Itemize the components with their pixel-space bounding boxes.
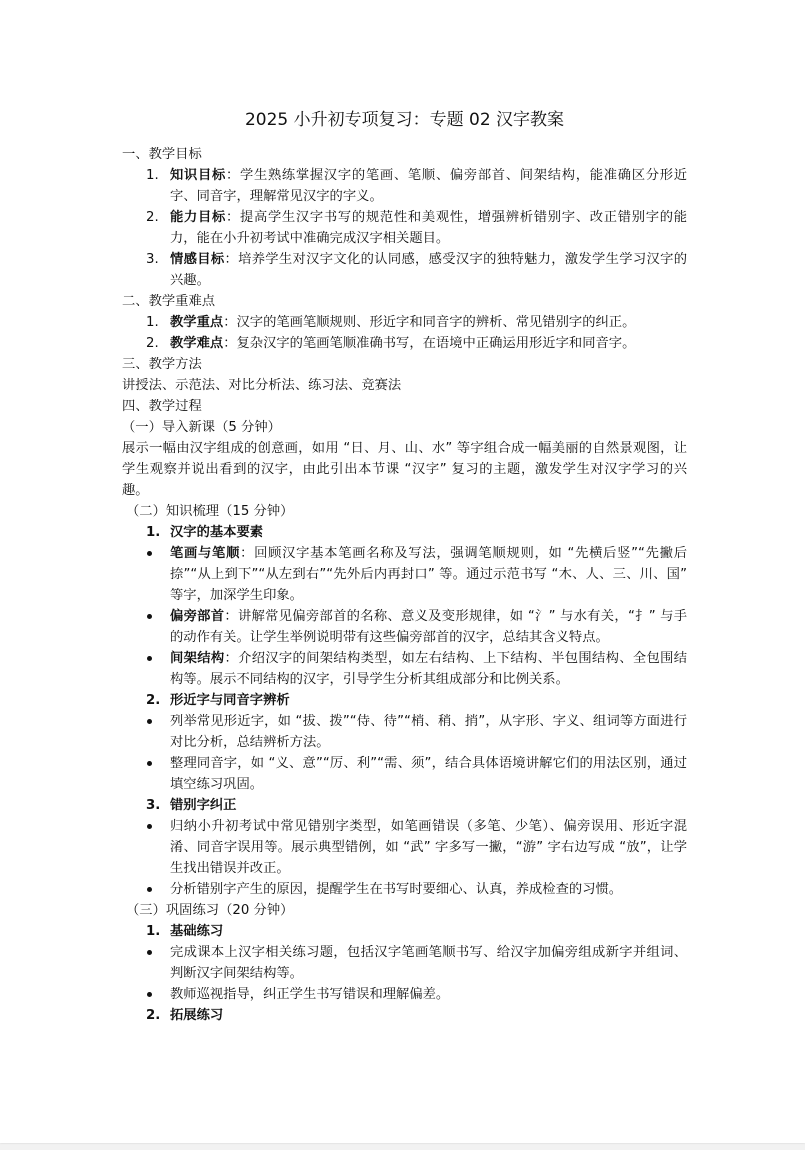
topic-heading	[122, 1005, 687, 1026]
item-label: 教学重点	[170, 315, 224, 330]
bullet-item	[122, 984, 687, 1005]
item-text: 分析错别字产生的原因，提醒学生在书写时要细心、认真，养成检查的习惯。	[170, 882, 623, 897]
bullet-item	[122, 753, 687, 795]
section-heading-process: 四、教学过程	[122, 399, 202, 414]
bullet-item	[122, 648, 687, 690]
item-text: 教师巡视指导，纠正学生书写错误和理解偏差。	[170, 987, 450, 1002]
list-item	[122, 165, 687, 207]
bullet-icon	[147, 992, 152, 997]
topic-heading	[122, 921, 687, 942]
item-text: ：回顾汉字基本笔画名称及写法，强调笔顺规则，如 “先横后竖”“先撇后捺”“从上到下”“从左到右”“先外后内再封口” 等。通过示范书写 “木、人、三、川、国” 等字，加深学生印象。	[170, 546, 687, 603]
bullet-icon	[147, 719, 152, 724]
item-label: 知识目标	[170, 168, 226, 183]
topic-number: 2.	[146, 693, 161, 708]
item-text: ：培养学生对汉字文化的认同感，感受汉字的独特魅力，激发学生学习汉字的兴趣。	[170, 252, 688, 288]
list-number: 2.	[146, 336, 159, 351]
topic-heading	[122, 690, 687, 711]
item-text: 完成课本上汉字相关练习题，包括汉字笔画笔顺书写、给汉字加偏旁组成新字并组词、判断汉字间架结构等。	[170, 945, 687, 981]
bullet-icon	[147, 614, 152, 619]
section-heading-methods: 三、教学方法	[122, 357, 202, 372]
topic-heading	[122, 795, 687, 816]
list-item	[122, 333, 687, 354]
list-item	[122, 312, 687, 333]
item-text: 整理同音字，如 “义、意”“厉、利”“需、须”，结合具体语境讲解它们的用法区别，通过填空练习巩固。	[170, 756, 687, 792]
item-text: 归纳小升初考试中常见错别字类型，如笔画错误（多笔、少笔）、偏旁误用、形近字混淆、同音字误用等。展示典型错例，如 “武” 字多写一撇，“游” 字右边写成 “放”，让学生找出错误并改正。	[170, 819, 687, 876]
item-label: 教学难点	[170, 336, 224, 351]
item-text: ：复杂汉字的笔画笔顺准确书写，在语境中正确运用形近字和同音字。	[223, 336, 636, 351]
topic-number: 1.	[146, 525, 161, 540]
document-title: 2025 小升初专项复习：专题 02 汉字教案	[244, 110, 565, 130]
subsection-heading-intro: （一）导入新课（5 分钟）	[122, 420, 281, 435]
topic-heading	[122, 522, 687, 543]
topic-number: 3.	[146, 798, 161, 813]
topic-title: 基础练习	[170, 924, 224, 939]
item-label: 情感目标	[170, 252, 225, 267]
item-text: ：提高学生汉字书写的规范性和美观性，增强辨析错别字、改正错别字的能力，能在小升初考试中准确完成汉字相关题目。	[170, 210, 688, 246]
section-heading-key-points: 二、教学重难点	[122, 294, 216, 309]
topic-title: 拓展练习	[170, 1008, 224, 1023]
item-text: ：讲解常见偏旁部首的名称、意义及变形规律，如 “氵” 与水有关，“扌” 与手的动作有关。让学生举例说明带有这些偏旁部首的汉字，总结其含义特点。	[170, 609, 688, 645]
bullet-icon	[147, 656, 152, 661]
item-label: 笔画与笔顺	[170, 546, 241, 561]
document-body	[122, 108, 687, 1026]
item-text: ：学生熟练掌握汉字的笔画、笔顺、偏旁部首、间架结构，能准确区分形近字、同音字，理解常见汉字的字义。	[170, 168, 688, 204]
bullet-icon	[147, 950, 152, 955]
list-number: 3.	[146, 252, 159, 267]
bullet-item	[122, 711, 687, 753]
methods-text: 讲授法、示范法、对比分析法、练习法、竞赛法	[122, 378, 402, 393]
bullet-item	[122, 816, 687, 879]
item-label: 偏旁部首	[170, 609, 225, 624]
subsection-heading-practice: （三）巩固练习（20 分钟）	[126, 903, 294, 918]
topic-title: 汉字的基本要素	[170, 525, 264, 540]
list-item	[122, 207, 687, 249]
bullet-icon	[147, 551, 152, 556]
item-text: ：汉字的笔画笔顺规则、形近字和同音字的辨析、常见错别字的纠正。	[223, 315, 636, 330]
list-item	[122, 249, 687, 291]
bullet-item	[122, 606, 687, 648]
bullet-icon	[147, 887, 152, 892]
item-text: ：介绍汉字的间架结构类型，如左右结构、上下结构、半包围结构、全包围结构等。展示不同结构的汉字，引导学生分析其组成部分和比例关系。	[170, 651, 688, 687]
item-label: 间架结构	[170, 651, 225, 666]
topic-title: 错别字纠正	[170, 798, 237, 813]
topic-number: 2.	[146, 1008, 161, 1023]
item-label: 能力目标	[170, 210, 226, 225]
bullet-item	[122, 879, 687, 900]
bullet-item	[122, 942, 687, 984]
list-number: 2.	[146, 210, 159, 225]
item-text: 列举常见形近字，如 “拔、拨”“侍、待”“梢、稍、捎”，从字形、字义、组词等方面进行对比分析，总结辨析方法。	[170, 714, 687, 750]
list-number: 1.	[146, 168, 159, 183]
intro-text: 展示一幅由汉字组成的创意画，如用 “日、月、山、水” 等字组合成一幅美丽的自然景观图，让学生观察并说出看到的汉字，由此引出本节课 “汉字” 复习的主题，激发学生对汉字学习的兴趣。	[122, 441, 687, 498]
list-number: 1.	[146, 315, 159, 330]
bullet-item	[122, 543, 687, 606]
topic-title: 形近字与同音字辨析	[170, 693, 290, 708]
subsection-heading-knowledge: （二）知识梳理（15 分钟）	[126, 504, 294, 519]
section-heading-goals: 一、教学目标	[122, 147, 202, 162]
bullet-icon	[147, 824, 152, 829]
topic-number: 1.	[146, 924, 161, 939]
bullet-icon	[147, 761, 152, 766]
